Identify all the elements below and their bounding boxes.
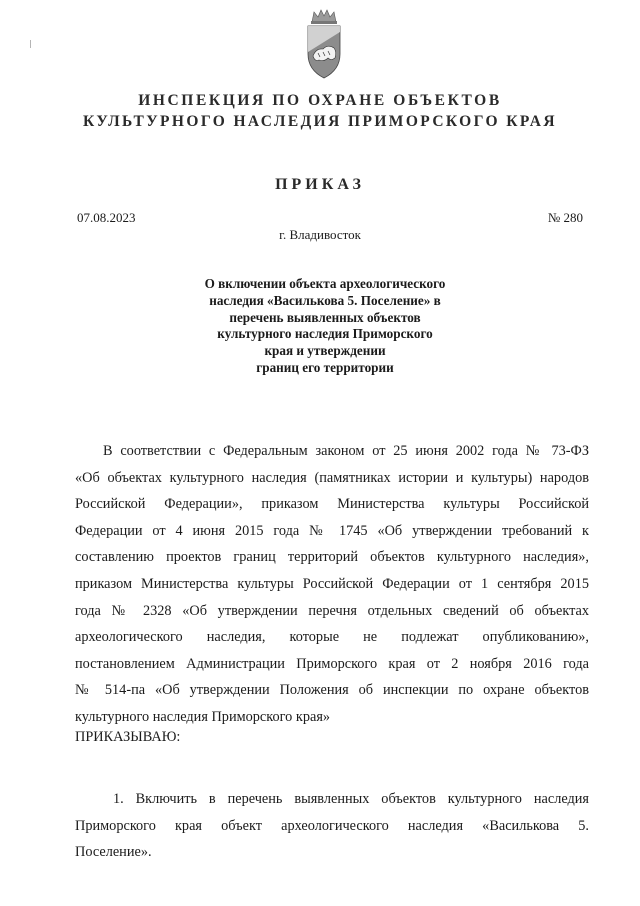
preamble-line: постановлением Администрации Приморского края от 2 ноября 2016 года [75, 655, 589, 672]
subject-line: перечень выявленных объектов [229, 309, 421, 325]
organization-name-line-2: КУЛЬТУРНОГО НАСЛЕДИЯ ПРИМОРСКОГО КРАЯ [83, 113, 557, 130]
item-line: 1. Включить в перечень выявленных объектов культурного наследия [113, 791, 589, 807]
preamble-line: года № 2328 «Об утверждении перечня отдельных сведений об объектах [75, 602, 589, 619]
organization-name-line-1: ИНСПЕКЦИЯ ПО ОХРАНЕ ОБЪЕКТОВ [138, 92, 502, 109]
document-type-title: ПРИКАЗ [275, 176, 365, 193]
preamble-line: Российской Федерации», приказом Министерства культуры Российской [75, 496, 589, 513]
item-line: Приморского края объект археологического наследия «Василькова 5. [75, 817, 589, 834]
document-city: г. Владивосток [279, 227, 361, 242]
preamble-line: «Об объектах культурного наследия (памятниках истории и культуры) народов [75, 469, 589, 486]
item-line: Поселение». [75, 844, 152, 861]
scan-edge-mark [30, 40, 31, 48]
preamble-line: археологического наследия, которые не подлежат опубликованию», [75, 629, 589, 646]
document-subject [180, 276, 470, 377]
order-item-1 [75, 786, 589, 866]
preamble-line: приказом Министерства культуры Российской Федерации от 1 сентября 2015 [75, 575, 589, 592]
preamble-paragraph [75, 438, 589, 731]
preamble-line: культурного наследия Приморского края» [75, 708, 331, 725]
subject-line: О включении объекта археологического [204, 276, 446, 291]
preamble-line: составлению проектов границ территорий объектов культурного наследия», [75, 549, 589, 566]
order-word: ПРИКАЗЫВАЮ: [75, 729, 181, 745]
preamble-line: В соответствии с Федеральным законом от 25 июня 2002 года № 73-ФЗ [103, 443, 589, 459]
document-number: № 280 [547, 210, 583, 225]
subject-line: края и утверждении [264, 343, 386, 359]
subject-line: культурного наследия Приморского [217, 326, 433, 342]
document-date: 07.08.2023 [77, 210, 136, 225]
subject-line: наследия «Василькова 5. Поселение» в [209, 292, 441, 308]
subject-line: границ его территории [256, 359, 394, 375]
coat-of-arms-icon [304, 8, 344, 80]
preamble-line: № 514-па «Об утверждении Положения об инспекции по охране объектов [75, 682, 589, 699]
preamble-line: Федерации от 4 июня 2015 года № 1745 «Об утверждении требований к [75, 522, 589, 539]
